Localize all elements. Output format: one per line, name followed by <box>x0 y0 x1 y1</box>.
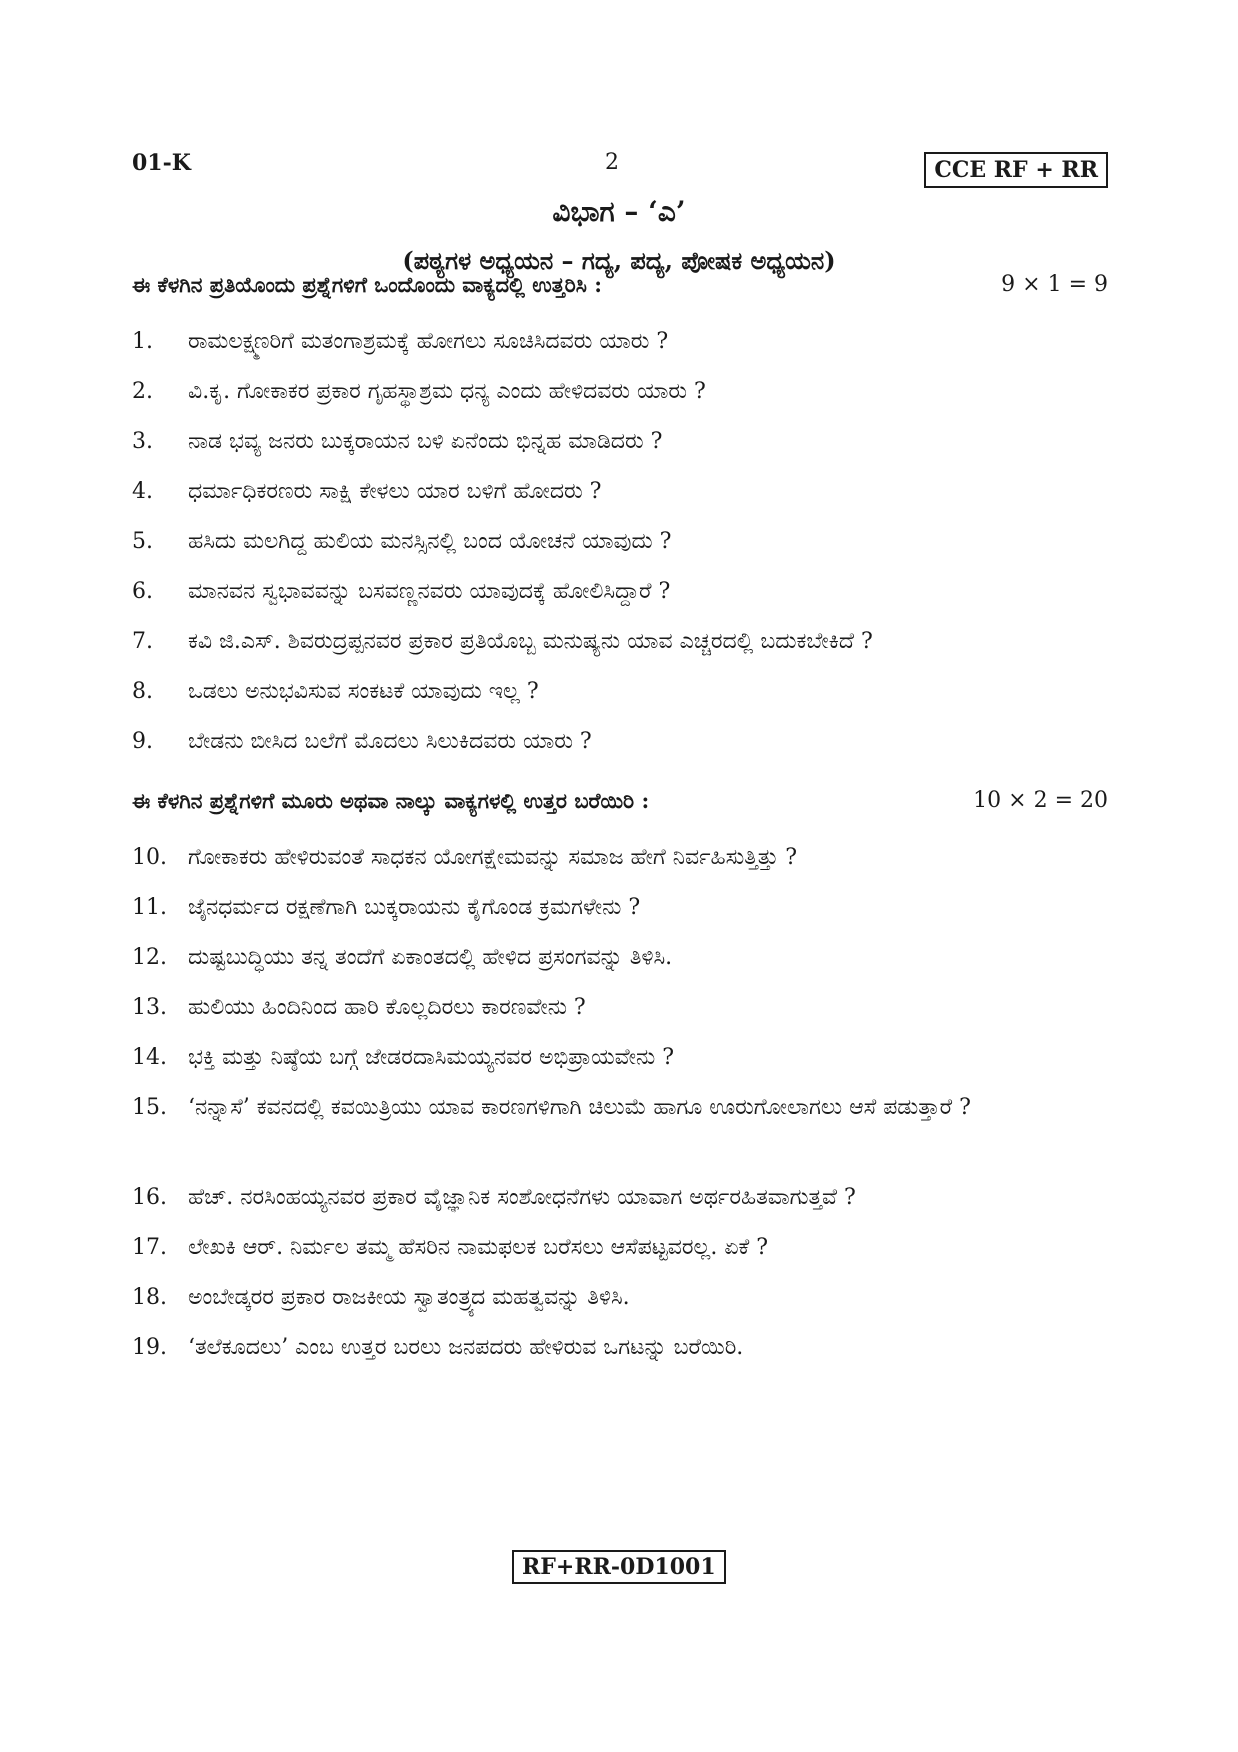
question-text: ಧರ್ಮಾಧಿಕರಣರು ಸಾಕ್ಷಿ ಕೇಳಲು ಯಾರ ಬಳಿಗೆ ಹೋದರು ? <box>188 479 602 504</box>
question-number: 11. <box>132 895 167 920</box>
question-number: 14. <box>132 1045 167 1070</box>
question-text: ಲೇಖಕಿ ಆರ್. ನಿರ್ಮಲ ತಮ್ಮ ಹೆಸರಿನ ನಾಮಫಲಕ ಬರೆಸಲು ಆಸೆಪಟ್ಟವರಲ್ಲ. ಏಕೆ ? <box>188 1235 769 1260</box>
question-text: ನಾಡ ಭವ್ಯ ಜನರು ಬುಕ್ಕರಾಯನ ಬಳಿ ಏನೆಂದು ಭಿನ್ನಹ ಮಾಡಿದರು ? <box>188 429 663 454</box>
question-text: ರಾಮಲಕ್ಷ್ಮಣರಿಗೆ ಮತಂಗಾಶ್ರಮಕ್ಕೆ ಹೋಗಲು ಸೂಚಿಸಿದವರು ಯಾರು ? <box>188 329 669 354</box>
question-number: 15. <box>132 1095 167 1120</box>
question-item <box>132 938 1112 978</box>
question-item <box>132 1278 1112 1318</box>
part1-instruction-row <box>132 272 1108 298</box>
question-number: 19. <box>132 1335 167 1360</box>
question-item <box>132 1038 1112 1078</box>
question-number: 3. <box>132 429 153 454</box>
question-text: ಅಂಬೇಡ್ಕರರ ಪ್ರಕಾರ ರಾಜಕೀಯ ಸ್ವಾತಂತ್ರ್ಯದ ಮಹತ್ವವನ್ನು ತಿಳಿಸಿ. <box>188 1285 630 1310</box>
question-text: ಒಡಲು ಅನುಭವಿಸುವ ಸಂಕಟಕೆ ಯಾವುದು ಇಲ್ಲ ? <box>188 679 539 704</box>
question-number: 9. <box>132 729 153 754</box>
question-item <box>132 888 1112 928</box>
exam-series-box: CCE RF + RR <box>924 152 1108 188</box>
question-text: ಗೋಕಾಕರು ಹೇಳಿರುವಂತೆ ಸಾಧಕನ ಯೋಗಕ್ಷೇಮವನ್ನು ಸಮಾಜ ಹೇಗೆ ನಿರ್ವಹಿಸುತ್ತಿತ್ತು ? <box>188 845 798 870</box>
question-number: 12. <box>132 945 167 970</box>
question-number: 17. <box>132 1235 167 1260</box>
question-text: ಹುಲಿಯು ಹಿಂದಿನಿಂದ ಹಾರಿ ಕೊಲ್ಲದಿರಲು ಕಾರಣವೇನು ? <box>188 995 586 1020</box>
paper-code: 01-K <box>132 150 191 176</box>
part1-instruction: ಈ ಕೆಳಗಿನ ಪ್ರತಿಯೊಂದು ಪ್ರಶ್ನೆಗಳಿಗೆ ಒಂದೊಂದು ವಾಕ್ಯದಲ್ಲಿ ಉತ್ತರಿಸಿ : <box>132 272 602 297</box>
question-number: 18. <box>132 1285 167 1310</box>
question-item <box>132 572 1112 612</box>
question-number: 13. <box>132 995 167 1020</box>
question-number: 16. <box>132 1185 167 1210</box>
question-item <box>132 1328 1112 1368</box>
question-number: 2. <box>132 379 153 404</box>
question-item <box>132 322 1112 362</box>
question-item <box>132 422 1112 462</box>
question-item <box>132 722 1112 762</box>
question-item <box>132 1178 1112 1218</box>
question-number: 6. <box>132 579 153 604</box>
question-number: 7. <box>132 629 153 654</box>
part1-marks: 9 × 1 = 9 <box>1001 272 1108 297</box>
question-item <box>132 522 1112 562</box>
footer-code-box: RF+RR-0D1001 <box>512 1550 726 1584</box>
question-item <box>132 672 1112 712</box>
question-text: ಮಾನವನ ಸ್ವಭಾವವನ್ನು ಬಸವಣ್ಣನವರು ಯಾವುದಕ್ಕೆ ಹೋಲಿಸಿದ್ದಾರೆ ? <box>188 579 671 604</box>
question-text: ಭಕ್ತಿ ಮತ್ತು ನಿಷ್ಠೆಯ ಬಗ್ಗೆ ಜೇಡರದಾಸಿಮಯ್ಯನವರ ಅಭಿಪ್ರಾಯವೇನು ? <box>188 1045 675 1070</box>
question-item <box>132 1228 1112 1268</box>
question-text: ‘ನನ್ನಾಸೆ’ ಕವನದಲ್ಲಿ ಕವಯಿತ್ರಿಯು ಯಾವ ಕಾರಣಗಳಿಗಾಗಿ ಚಿಲುಮೆ ಹಾಗೂ ಊರುಗೋಲಾಗಲು ಆಸೆ ಪಡುತ್ತಾರೆ ? <box>188 1095 971 1120</box>
question-number: 5. <box>132 529 153 554</box>
question-text: ಬೇಡನು ಬೀಸಿದ ಬಲೆಗೆ ಮೊದಲು ಸಿಲುಕಿದವರು ಯಾರು ? <box>188 729 592 754</box>
question-item <box>132 372 1112 412</box>
question-text: ವಿ.ಕೃ. ಗೋಕಾಕರ ಪ್ರಕಾರ ಗೃಹಸ್ಥಾಶ್ರಮ ಧನ್ಯ ಎಂದು ಹೇಳಿದವರು ಯಾರು ? <box>188 379 706 404</box>
section-subtitle: (ಪಠ್ಯಗಳ ಅಧ್ಯಯನ – ಗದ್ಯ, ಪದ್ಯ, ಪೋಷಕ ಅಧ್ಯಯನ) <box>402 246 836 275</box>
part2-marks: 10 × 2 = 20 <box>973 788 1108 813</box>
question-text: ‘ತಲೆಕೂದಲು’ ಎಂಬ ಉತ್ತರ ಬರಲು ಜನಪದರು ಹೇಳಿರುವ ಒಗಟನ್ನು ಬರೆಯಿರಿ. <box>188 1335 744 1360</box>
question-number: 4. <box>132 479 153 504</box>
question-number: 8. <box>132 679 153 704</box>
question-item <box>132 1088 1112 1128</box>
part2-instruction: ಈ ಕೆಳಗಿನ ಪ್ರಶ್ನೆಗಳಿಗೆ ಮೂರು ಅಥವಾ ನಾಲ್ಕು ವಾಕ್ಯಗಳಲ್ಲಿ ಉತ್ತರ ಬರೆಯಿರಿ : <box>132 788 650 813</box>
question-number: 10. <box>132 845 167 870</box>
question-text: ಹಸಿದು ಮಲಗಿದ್ದ ಹುಲಿಯ ಮನಸ್ಸಿನಲ್ಲಿ ಬಂದ ಯೋಚನೆ ಯಾವುದು ? <box>188 529 672 554</box>
section-title: ವಿಭಾಗ – ‘ಎ’ <box>552 195 686 228</box>
question-text: ದುಷ್ಟಬುದ್ಧಿಯು ತನ್ನ ತಂದೆಗೆ ಏಕಾಂತದಲ್ಲಿ ಹೇಳಿದ ಪ್ರಸಂಗವನ್ನು ತಿಳಿಸಿ. <box>188 945 673 970</box>
page-number: 2 <box>605 150 619 175</box>
question-text: ಜೈನಧರ್ಮದ ರಕ್ಷಣೆಗಾಗಿ ಬುಕ್ಕರಾಯನು ಕೈಗೊಂಡ ಕ್ರಮಗಳೇನು ? <box>188 895 641 920</box>
question-item <box>132 988 1112 1028</box>
question-text: ಹೆಚ್. ನರಸಿಂಹಯ್ಯನವರ ಪ್ರಕಾರ ವೈಜ್ಞಾನಿಕ ಸಂಶೋಧನೆಗಳು ಯಾವಾಗ ಅರ್ಥರಹಿತವಾಗುತ್ತವೆ ? <box>188 1185 856 1210</box>
question-text: ಕವಿ ಜಿ.ಎಸ್. ಶಿವರುದ್ರಪ್ಪನವರ ಪ್ರಕಾರ ಪ್ರತಿಯೊಬ್ಬ ಮನುಷ್ಯನು ಯಾವ ಎಚ್ಚರದಲ್ಲಿ ಬದುಕಬೇಕಿದೆ ? <box>188 629 873 654</box>
question-item <box>132 472 1112 512</box>
question-item <box>132 622 1112 662</box>
question-number: 1. <box>132 329 153 354</box>
part2-instruction-row <box>132 788 1108 814</box>
question-item <box>132 838 1112 878</box>
